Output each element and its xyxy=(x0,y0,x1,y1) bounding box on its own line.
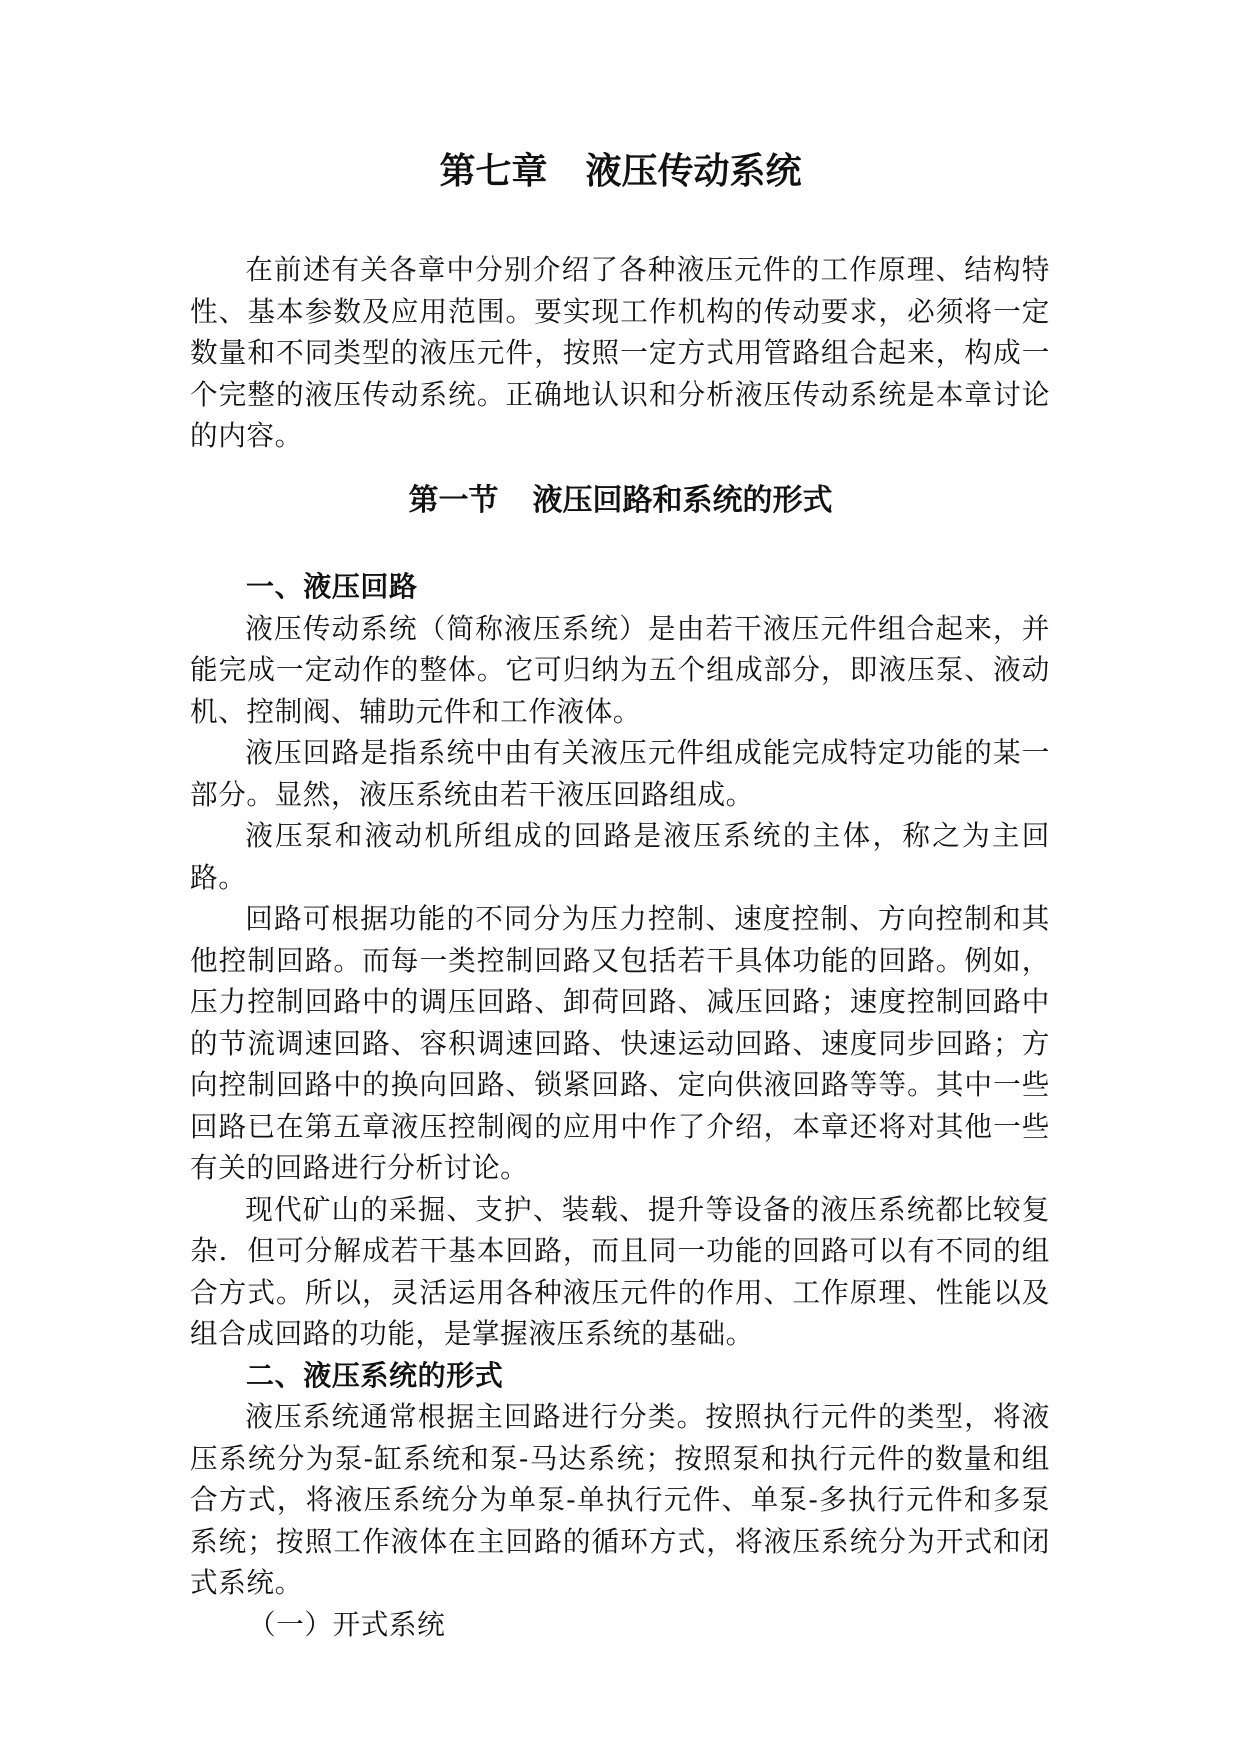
section-title xyxy=(0,483,1241,519)
section-number: 第一节 xyxy=(408,483,499,518)
paragraph: 液压泵和液动机所组成的回路是液压系统的主体，称之为主回路。 xyxy=(190,819,1050,894)
section-name: 液压回路和系统的形式 xyxy=(532,483,833,518)
chapter-name: 液压传动系统 xyxy=(585,150,802,192)
chapter-title xyxy=(0,150,1241,193)
intro-block xyxy=(190,249,1050,457)
part1-heading: 一、液压回路 xyxy=(246,570,418,603)
chapter-number: 第七章 xyxy=(439,150,548,192)
subheading: （一）开式系统 xyxy=(247,1607,446,1641)
part2-heading: 二、液压系统的形式 xyxy=(246,1358,504,1392)
main-body xyxy=(190,566,1050,1645)
paragraph: 回路可根据功能的不同分为压力控制、速度控制、方向控制和其他控制回路。而每一类控制回路又包括若干具体功能的回路。例如，压力控制回路中的调压回路、卸荷回路、减压回路；速度控制回路中的节流调速回路、容积调速回路、快速运动回路、速度同步回路；方向控制回路中的换向回路、锁紧回路、定向供液回路等等。其中一些回路已在第五章液压控制阀的应用中作了介绍，本章还将对其他一些有关的回路进行分析讨论。 xyxy=(190,902,1050,1184)
paragraph: 液压传动系统（简称液压系统）是由若干液压元件组合起来，并能完成一定动作的整体。它可归纳为五个组成部分，即液压泵、液动机、控制阀、辅助元件和工作液体。 xyxy=(190,611,1050,728)
paragraph: 液压系统通常根据主回路进行分类。按照执行元件的类型，将液压系统分为泵-缸系统和泵-马达系统；按照泵和执行元件的数量和组合方式，将液压系统分为单泵-单执行元件、单泵-多执行元件和多泵系统；按照工作液体在主回路的循环方式，将液压系统分为开式和闭式系统。 xyxy=(190,1400,1050,1599)
intro-paragraph: 在前述有关各章中分别介绍了各种液压元件的工作原理、结构特性、基本参数及应用范围。要实现工作机构的传动要求，必须将一定数量和不同类型的液压元件，按照一定方式用管路组合起来，构成一个完整的液压传动系统。正确地认识和分析液压传动系统是本章讨论的内容。 xyxy=(190,253,1050,452)
paragraph: 液压回路是指系统中由有关液压元件组成能完成特定功能的某一部分。显然，液压系统由若干液压回路组成。 xyxy=(190,736,1050,811)
paragraph: 现代矿山的采掘、支护、装载、提升等设备的液压系统都比较复杂．但可分解成若干基本回路，而且同一功能的回路可以有不同的组合方式。所以，灵活运用各种液压元件的作用、工作原理、性能以及组合成回路的功能，是掌握液压系统的基础。 xyxy=(190,1192,1050,1350)
